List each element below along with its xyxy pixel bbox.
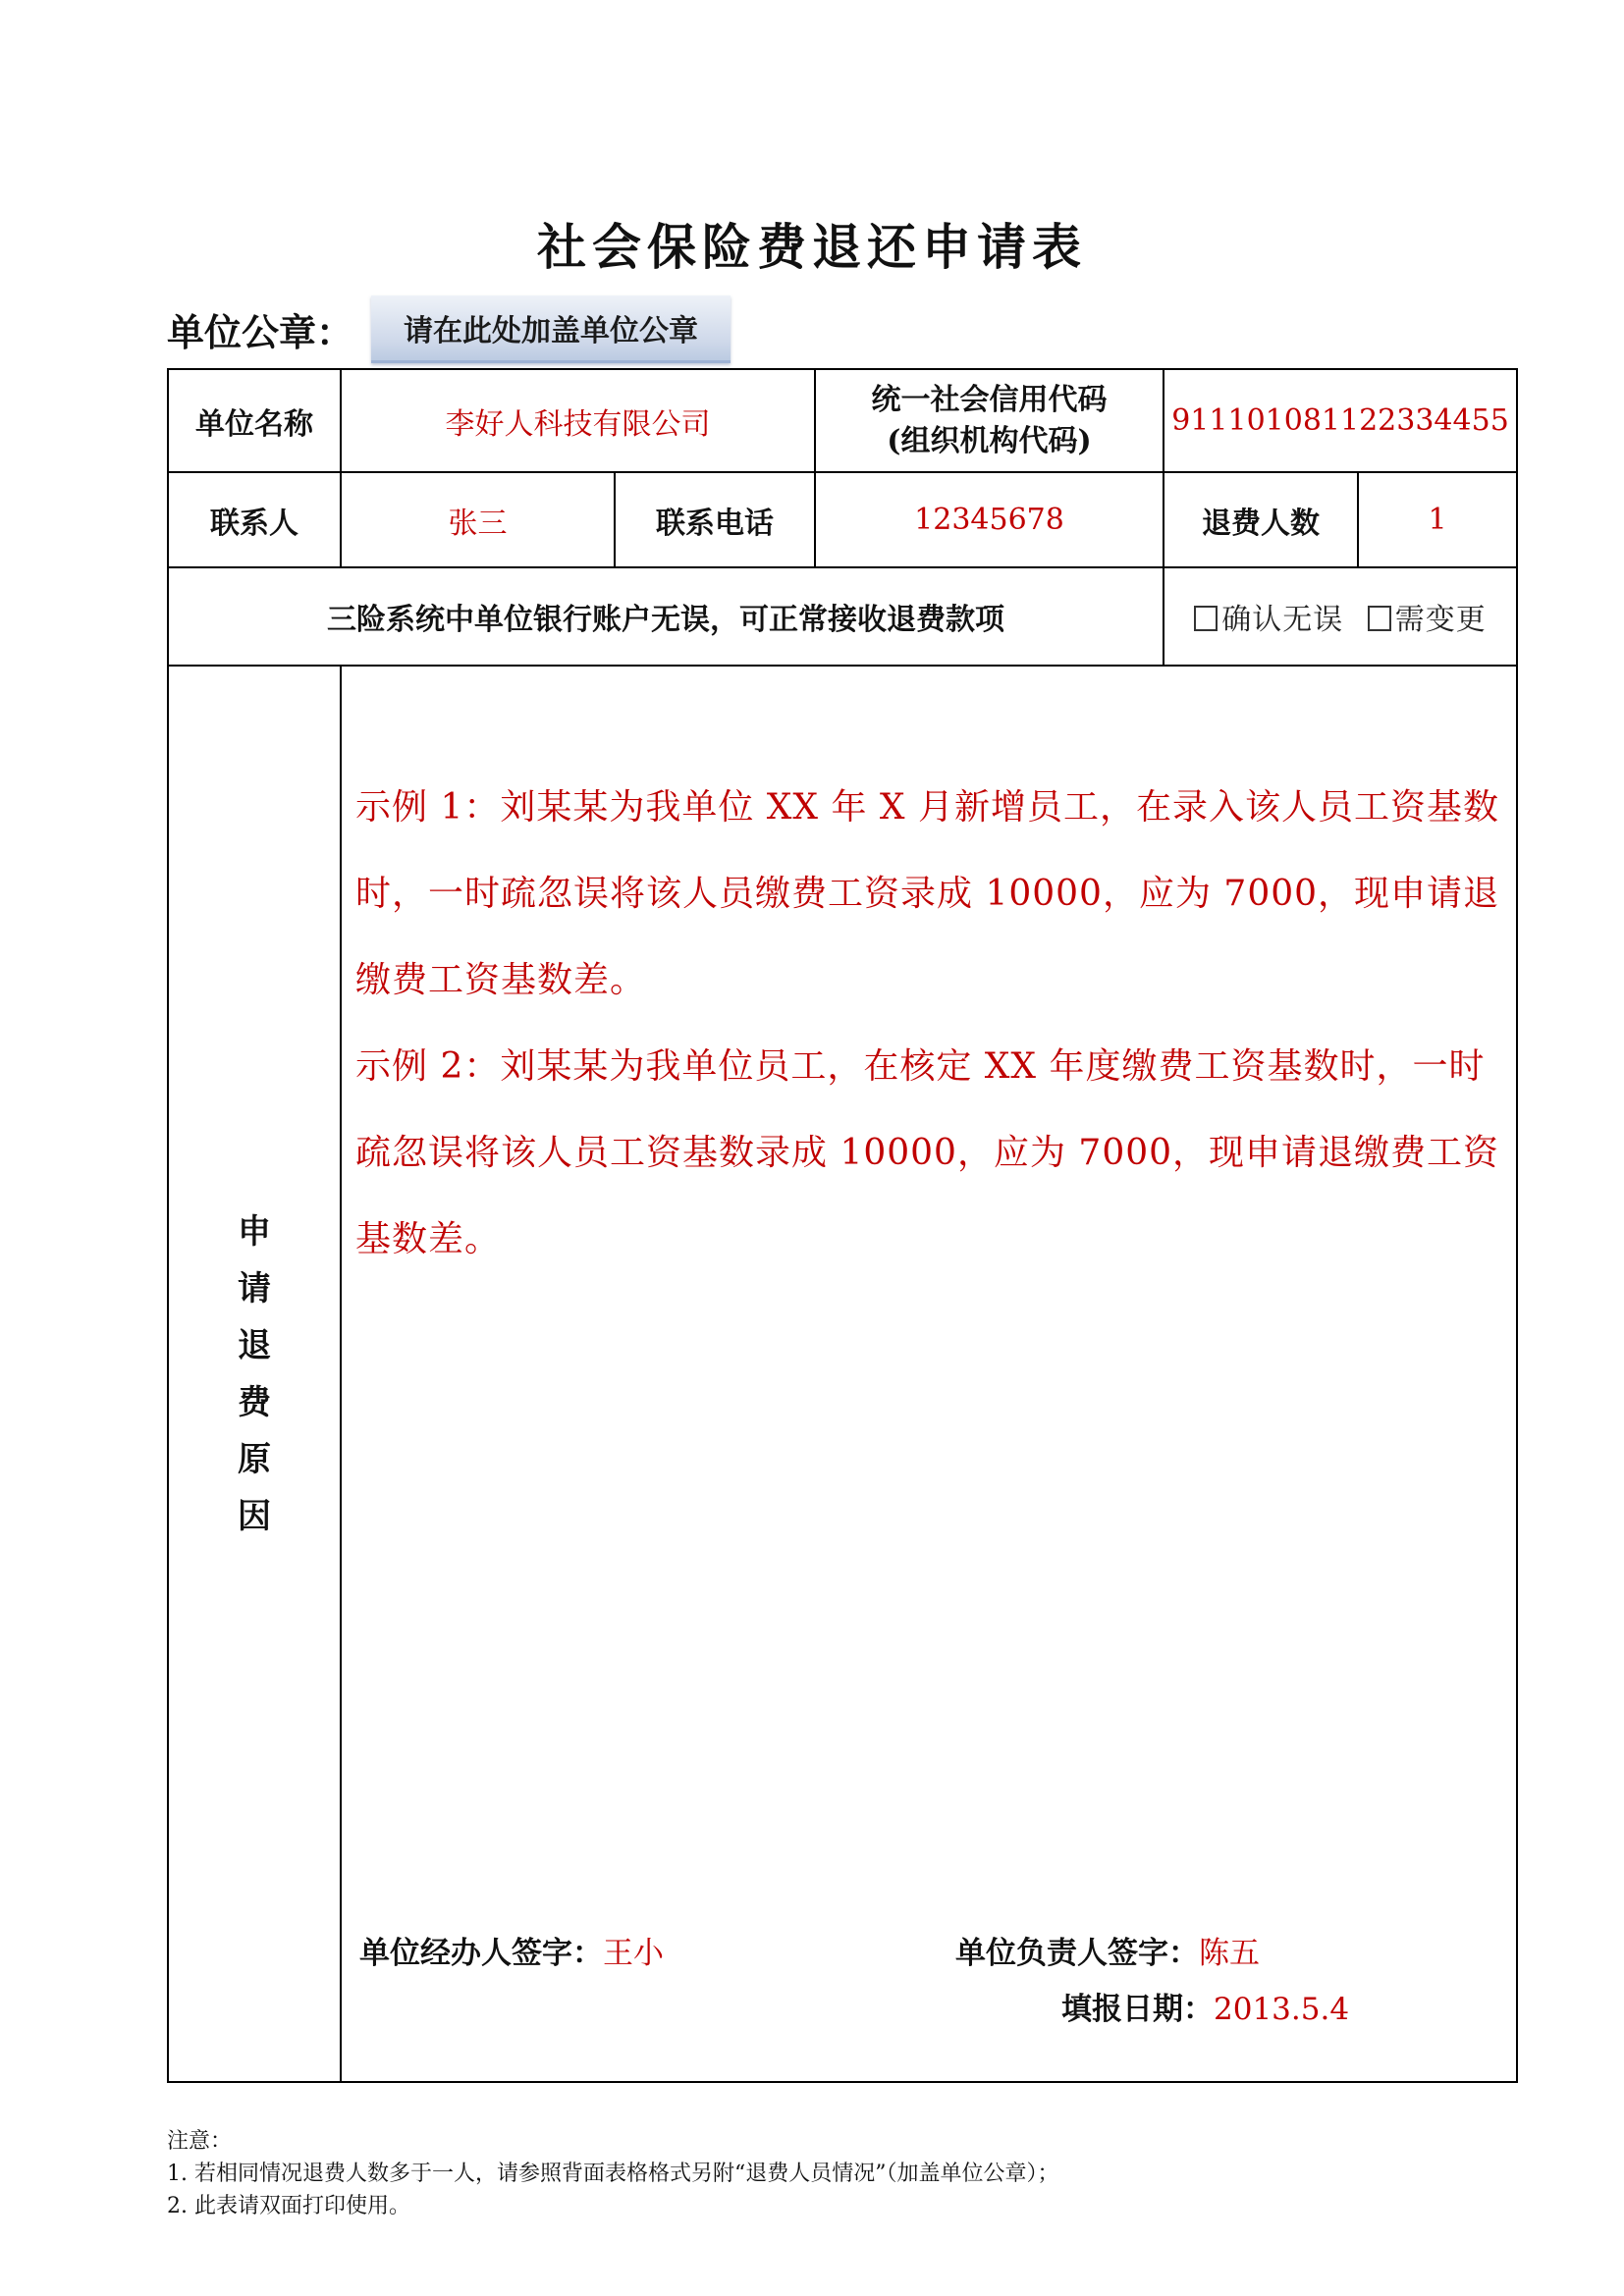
reason-label-char: 申 xyxy=(238,1211,271,1252)
reason-label-char: 请 xyxy=(238,1268,271,1308)
reason-label-char: 原 xyxy=(238,1439,271,1479)
refund-count-label: 退费人数 xyxy=(1164,472,1358,567)
reason-content-cell[interactable] xyxy=(341,666,1517,2082)
confirm-option-label: 确认无误 xyxy=(1221,603,1344,637)
credit-code-label-line2: (组织机构代码) xyxy=(887,423,1092,458)
change-option-label: 需变更 xyxy=(1394,603,1487,637)
handler-signature xyxy=(359,1928,664,1972)
form-title: 社会保险费退还申请表 xyxy=(537,218,1087,276)
phone-value[interactable]: 12345678 xyxy=(815,472,1164,567)
notes-heading: 注意： xyxy=(167,2129,233,2154)
refund-count-value[interactable]: 1 xyxy=(1358,472,1517,567)
refund-application-table xyxy=(167,368,1518,2083)
confirm-checkbox[interactable] xyxy=(1194,603,1343,637)
change-checkbox[interactable] xyxy=(1368,603,1487,637)
handler-signature-label: 单位经办人签字： xyxy=(359,1936,603,1971)
note-item: 1. 若相同情况退费人数多于一人，请参照背面表格格式另附“退费人员情况”（加盖单位公章）； xyxy=(167,2162,1059,2186)
seal-stamp-area[interactable]: 请在此处加盖单位公章 xyxy=(371,295,731,363)
credit-code-label-line1: 统一社会信用代码 xyxy=(871,382,1108,417)
credit-code-value[interactable]: 911101081122334455 xyxy=(1164,369,1517,472)
reason-label xyxy=(235,1203,274,1545)
fill-date xyxy=(1061,1984,1349,2028)
note-item: 2. 此表请双面打印使用。 xyxy=(167,2194,410,2218)
seal-label: 单位公章： xyxy=(167,309,354,354)
reason-example-1: 示例 1：刘某某为我单位 XX 年 X 月新增员工，在录入该人员工资基数时，一时疏忽误将该人员缴费工资录成 10000，应为 7000，现申请退缴费工资基数差。 xyxy=(355,787,1500,1000)
fill-date-value[interactable]: 2013.5.4 xyxy=(1214,1992,1350,2027)
bank-account-options xyxy=(1164,567,1517,666)
manager-signature-value[interactable]: 陈五 xyxy=(1199,1936,1260,1971)
fill-date-label: 填报日期： xyxy=(1061,1992,1214,2027)
phone-label: 联系电话 xyxy=(615,472,815,567)
handler-signature-value[interactable]: 王小 xyxy=(603,1936,664,1971)
reason-text[interactable] xyxy=(355,765,1506,1283)
reason-label-char: 因 xyxy=(238,1496,271,1536)
reason-example-2: 示例 2：刘某某为我单位员工，在核定 XX 年度缴费工资基数时，一时疏忽误将该人员工资基数录成 10000，应为 7000，现申请退缴费工资基数差。 xyxy=(355,1046,1500,1259)
bank-account-statement: 三险系统中单位银行账户无误，可正常接收退费款项 xyxy=(168,567,1164,666)
manager-signature xyxy=(955,1928,1260,1972)
reason-label-char: 退 xyxy=(238,1325,271,1365)
contact-label: 联系人 xyxy=(168,472,341,567)
manager-signature-label: 单位负责人签字： xyxy=(955,1936,1199,1971)
unit-name-value[interactable]: 李好人科技有限公司 xyxy=(341,369,815,472)
unit-name-label: 单位名称 xyxy=(168,369,341,472)
checkbox-icon xyxy=(1368,606,1391,631)
checkbox-icon xyxy=(1194,606,1218,631)
reason-label-char: 费 xyxy=(238,1382,271,1422)
contact-value[interactable]: 张三 xyxy=(341,472,615,567)
seal-row xyxy=(167,294,731,363)
notes xyxy=(167,2125,1058,2222)
reason-label-cell xyxy=(168,666,341,2082)
credit-code-label xyxy=(815,369,1164,472)
